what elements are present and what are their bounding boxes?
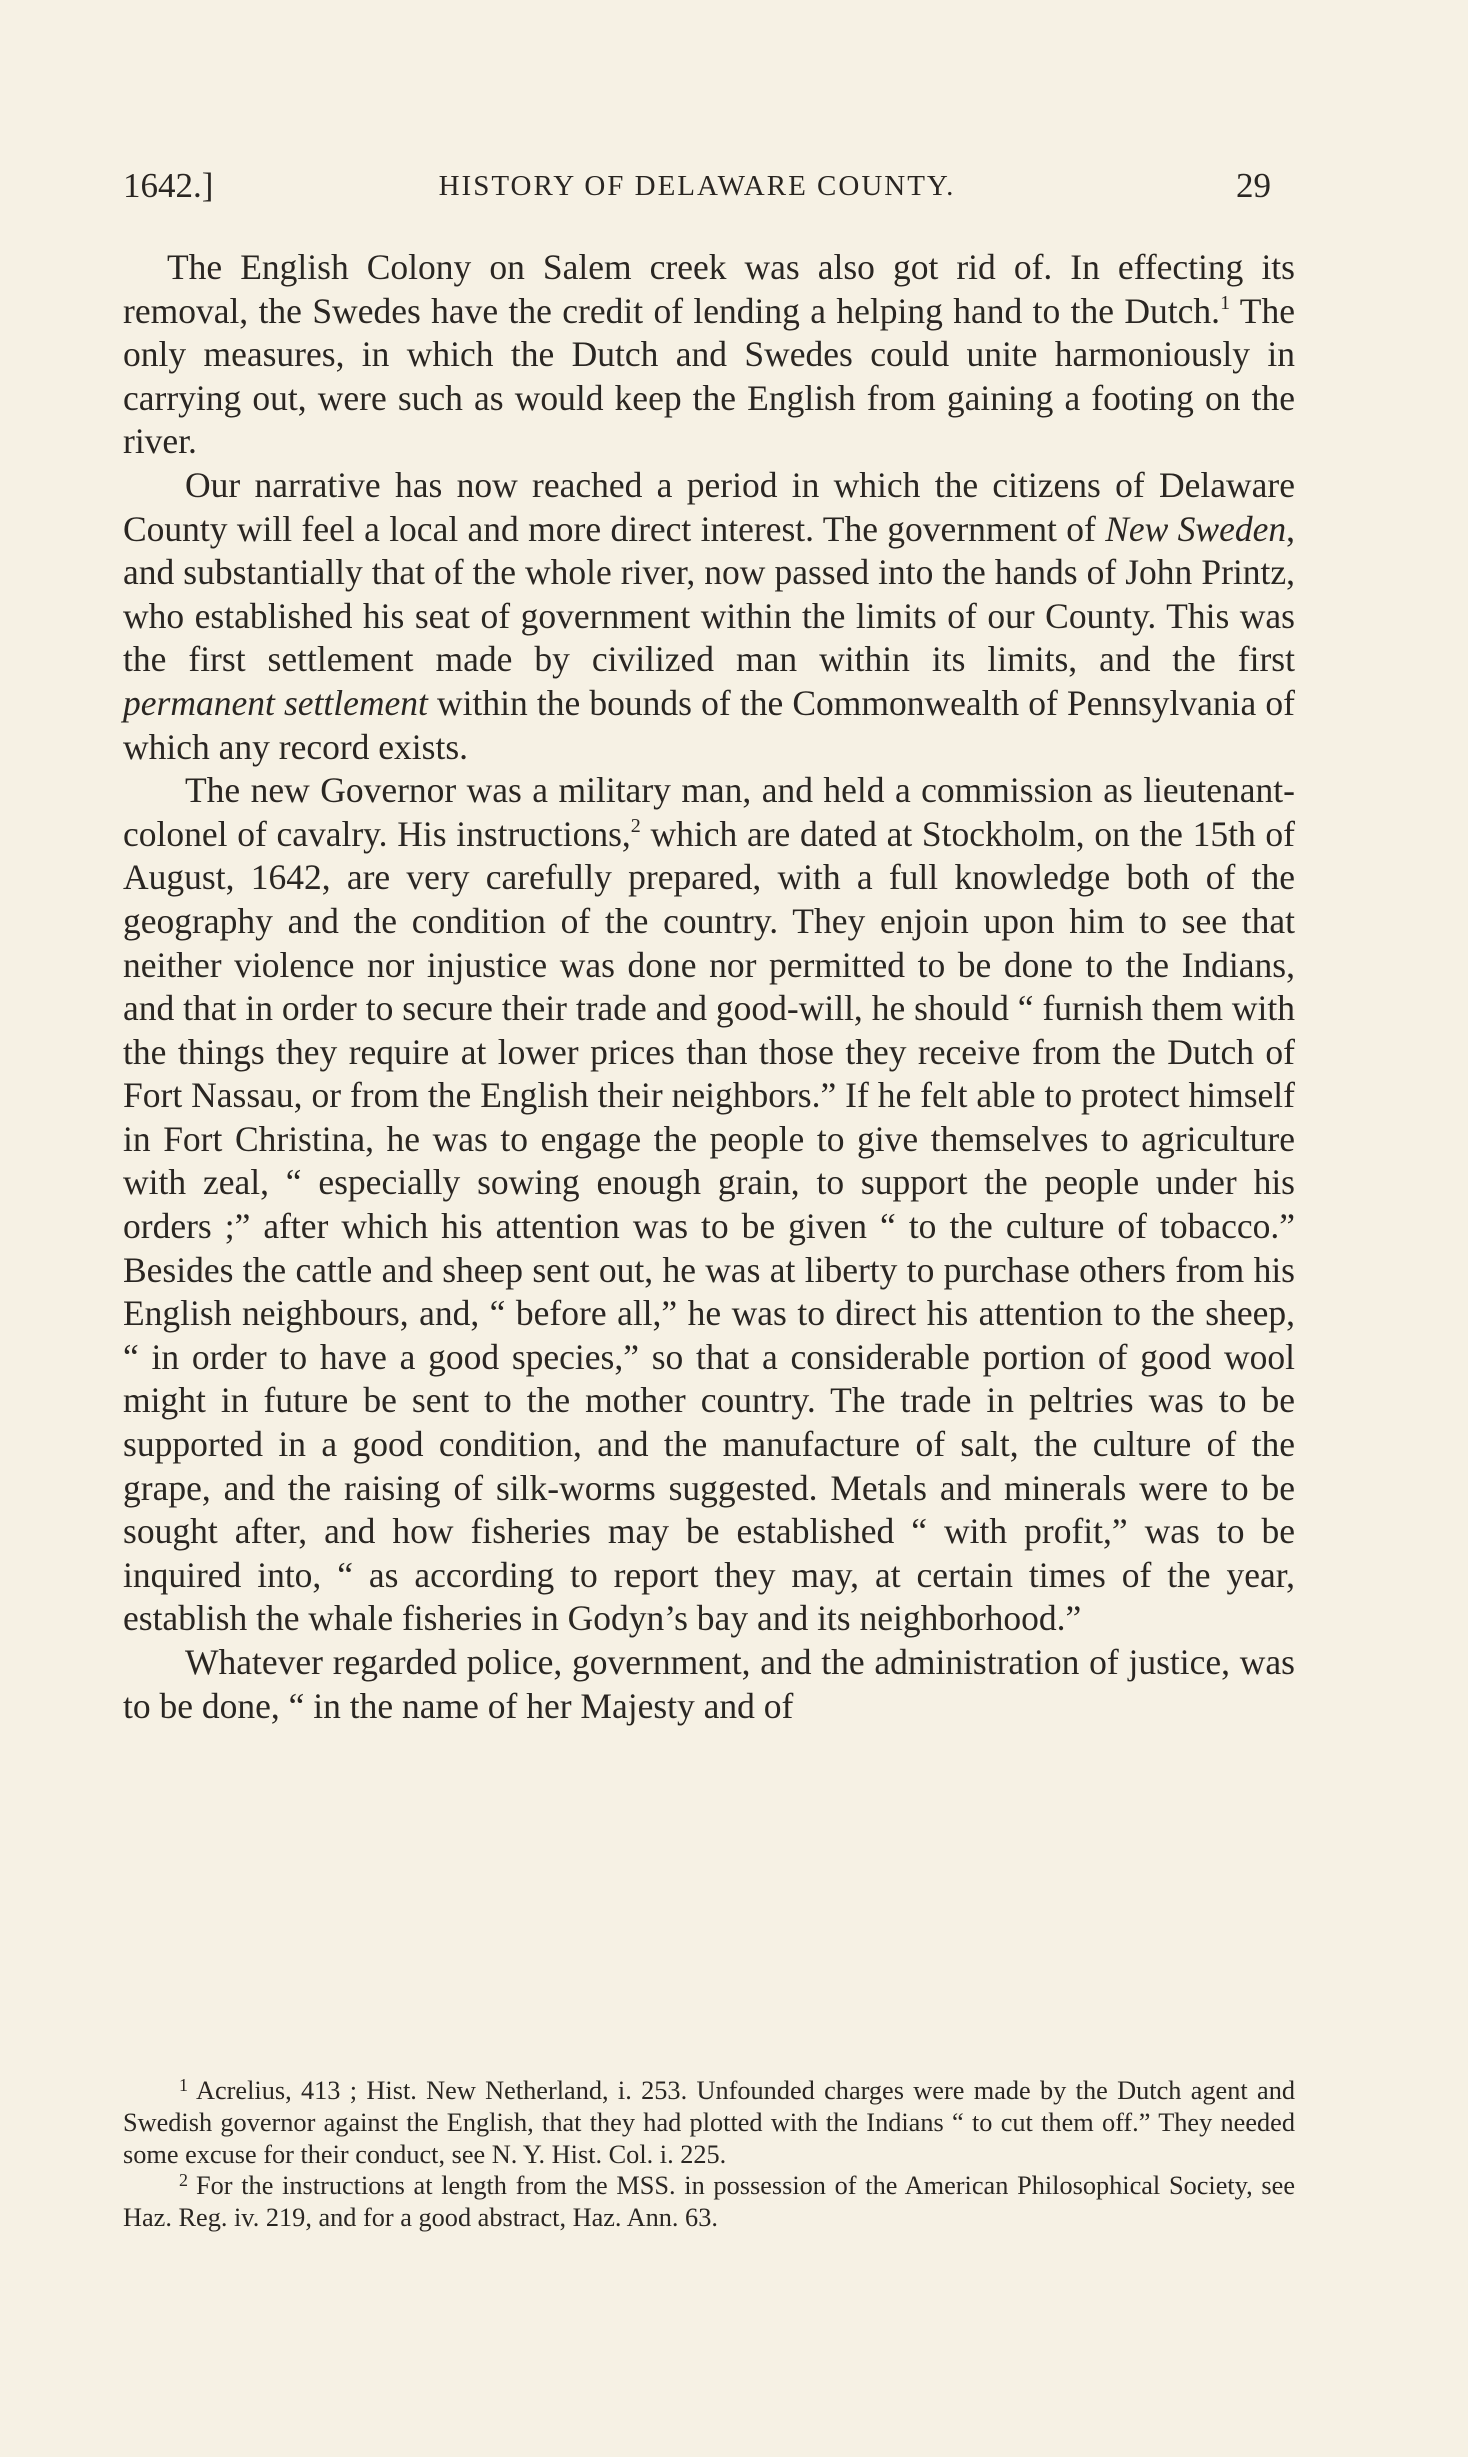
- paragraph-text: The new Governor was a military man, and held a commission as lieutenant-colonel of cavalry. His instructions,: [123, 770, 1295, 854]
- paragraph-text: The English Colony on Salem creek was also got rid of. In effecting its removal, the Swedes have the credit of lending a helping hand to the Dutch.: [123, 247, 1295, 331]
- footnote-reference-2: 2: [630, 814, 641, 837]
- paragraph-text: which are dated at Stockholm, on the 15th of August, 1642, are very carefully prepared, with a full knowledge both of the geography and the condition of the country. They enjoin upon him to see that neither violence nor injustice was done nor permitted to be done to the Indians, and that in order to secure their trade and good-will, he should “ furnish them with the things they require at lower prices than those they receive from the Dutch of Fort Nassau, or from the English their neighbors.” If he felt able to protect himself in Fort Christina, he was to engage the people to give themselves to agriculture with zeal, “ especially sowing enough grain, to support the people under his orders ;” after which his attention was to be given “ to the culture of tobacco.” Besides the cattle and sheep sent out, he was at liberty to purchase others from his English neighbours, and, “ before all,” he was to direct his attention to the sheep, “ in order to have a good species,” so that a considerable portion of good wool might in future be sent to the mother country. The trade in peltries was to be supported in a good condition, and the manufacture of salt, the culture of the grape, and the raising of silk-worms suggested. Metals and minerals were to be sought after, and how fisheries may be established “ with profit,” was to be inquired into, “ as according to report they may, at certain times of the year, establish the whale fisheries in Godyn’s bay and its neighborhood.”: [123, 813, 1296, 1639]
- italic-permanent-settlement: permanent settlement: [123, 682, 428, 723]
- running-head-title: HISTORY OF DELAWARE COUNTY.: [438, 170, 956, 202]
- footnote-text-1: Acrelius, 413 ; Hist. New Netherland, i. 253. Unfounded charges were made by the Dutch agent and Swedish governor against the English, that they had plotted with the Indians “ to cut them off.” They needed some excuse for their conduct, see N. Y. Hist. Col. i. 225.: [123, 2076, 1295, 2169]
- paragraph-text: , and substantially that of the whole river, now passed into the hands of John Printz, who established his seat of government within the limits of our County. This was the first settlement made by civilized man within its limits, and the first: [123, 508, 1295, 680]
- italic-new-sweden: New Sweden: [1105, 508, 1287, 549]
- footnote-mark-1: 1: [179, 2075, 188, 2095]
- running-head: [123, 160, 1271, 212]
- body-text: [123, 246, 1295, 1728]
- paragraph-text: The only measures, in which the Dutch and Swedes could unite harmoniously in carrying out, were such as would keep the English from gaining a footing on the river.: [123, 290, 1295, 462]
- paragraph-new-sweden: [123, 464, 1295, 769]
- footnote-reference-1: 1: [1220, 291, 1231, 314]
- running-head-date: 1642.]: [123, 166, 214, 205]
- footnote-2: [123, 2170, 1295, 2234]
- page-number: 29: [1236, 166, 1271, 205]
- paragraph-text: Our narrative has now reached a period in which the citizens of Delaware County will feel a local and more direct interest. The government of: [123, 464, 1295, 549]
- footnote-1: [123, 2075, 1295, 2170]
- footnote-mark-2: 2: [179, 2170, 188, 2191]
- paragraph-text: within the bounds of the Commonwealth of Pennsylvania of which any record exists.: [123, 682, 1295, 767]
- footnotes: [123, 2075, 1295, 2234]
- paragraph-police-government: [123, 1641, 1295, 1728]
- paragraph-governor-instructions: [123, 769, 1295, 1641]
- paragraph-salem-creek: [123, 246, 1295, 464]
- footnote-text-2: For the instructions at length from the MSS. in possession of the American Philosophical Society, see Haz. Reg. iv. 219, and for a good abstract, Haz. Ann. 63.: [123, 2171, 1295, 2233]
- paragraph-text: Whatever regarded police, government, and the administration of justice, was to be done, “ in the name of her Majesty and of: [123, 1642, 1295, 1726]
